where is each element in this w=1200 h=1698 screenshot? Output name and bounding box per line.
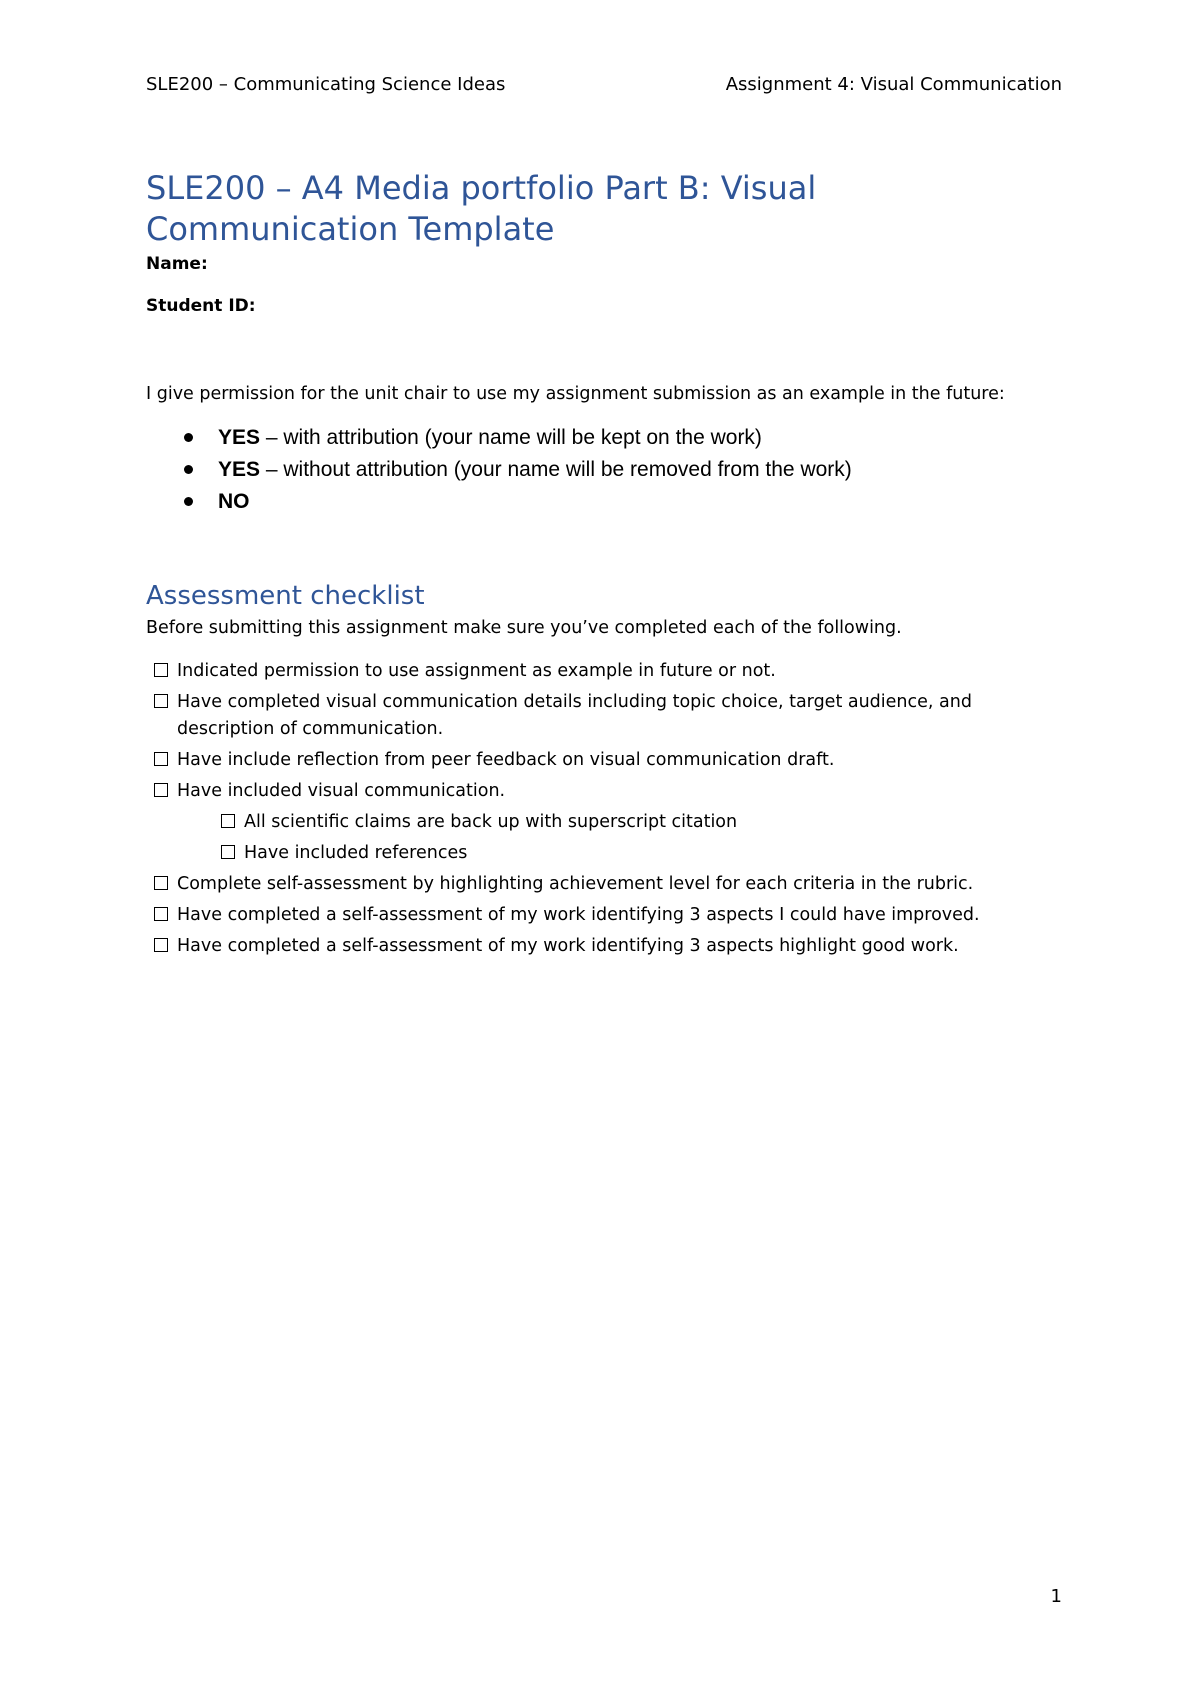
page-number: 1 [1050, 1586, 1062, 1607]
option-keyword: YES [218, 458, 261, 481]
checklist-intro: Before submitting this assignment make sure you’ve completed each of the following. [146, 618, 902, 638]
page-header [146, 74, 1062, 102]
checklist-subitem [213, 809, 1066, 836]
permission-statement: I give permission for the unit chair to use my assignment submission as an example in the future: [146, 384, 1005, 404]
checkbox-icon[interactable] [221, 814, 235, 828]
checkbox-icon[interactable] [154, 876, 168, 890]
bullet-icon [184, 497, 193, 506]
checklist-item-label: Have included references [244, 843, 468, 863]
checkbox-icon[interactable] [154, 752, 168, 766]
checklist-item-label: Have included visual communication. [177, 781, 506, 801]
document-body [146, 168, 1066, 964]
checklist-item-label: Have include reflection from peer feedback on visual communication draft. [177, 750, 835, 770]
bullet-icon [184, 433, 193, 442]
student-id-field-label: Student ID: [146, 296, 256, 316]
checklist-item-label: Have completed a self-assessment of my work identifying 3 aspects highlight good work. [177, 936, 959, 956]
checklist-item [146, 778, 1066, 805]
option-description: – without attribution (your name will be removed from the work) [260, 458, 852, 481]
permission-options [146, 422, 1066, 518]
checkbox-icon[interactable] [154, 938, 168, 952]
permission-option-no [146, 486, 1066, 518]
checkbox-icon[interactable] [221, 845, 235, 859]
checklist-item [146, 658, 1066, 685]
checkbox-icon[interactable] [154, 783, 168, 797]
checkbox-icon[interactable] [154, 663, 168, 677]
option-keyword: NO [218, 490, 250, 513]
permission-option-yes-with-attribution [146, 422, 1066, 454]
permission-option-yes-without-attribution [146, 454, 1066, 486]
checklist-item [146, 902, 1066, 929]
option-description: – with attribution (your name will be kept on the work) [260, 426, 762, 449]
option-keyword: YES [218, 426, 261, 449]
document-title [146, 168, 1066, 250]
checklist-item [146, 933, 1066, 960]
checklist-item-label: Have completed a self-assessment of my work identifying 3 aspects I could have improved. [177, 905, 980, 925]
checkbox-icon[interactable] [154, 907, 168, 921]
checklist-subitem [213, 840, 1066, 867]
title-line-2: Communication Template [146, 210, 555, 248]
checklist-item-label: Indicated permission to use assignment as example in future or not. [177, 661, 776, 681]
bullet-icon [184, 465, 193, 474]
checkbox-icon[interactable] [154, 694, 168, 708]
checklist-heading: Assessment checklist [146, 581, 425, 611]
checklist-item [146, 689, 1066, 743]
checklist-item [146, 747, 1066, 774]
checklist-item-label: Complete self-assessment by highlighting achievement level for each criteria in the rubric. [177, 874, 974, 894]
header-assignment-title: Assignment 4: Visual Communication [725, 74, 1062, 95]
checklist-item [146, 871, 1066, 898]
assessment-checklist [146, 658, 1066, 960]
name-field-label: Name: [146, 254, 208, 274]
checklist-item-label: All scientific claims are back up with superscript citation [244, 812, 738, 832]
header-course-title: SLE200 – Communicating Science Ideas [146, 74, 506, 95]
title-line-1: SLE200 – A4 Media portfolio Part B: Visual [146, 169, 817, 207]
checklist-item-label: Have completed visual communication details including topic choice, target audience, and description of communication. [177, 692, 972, 739]
